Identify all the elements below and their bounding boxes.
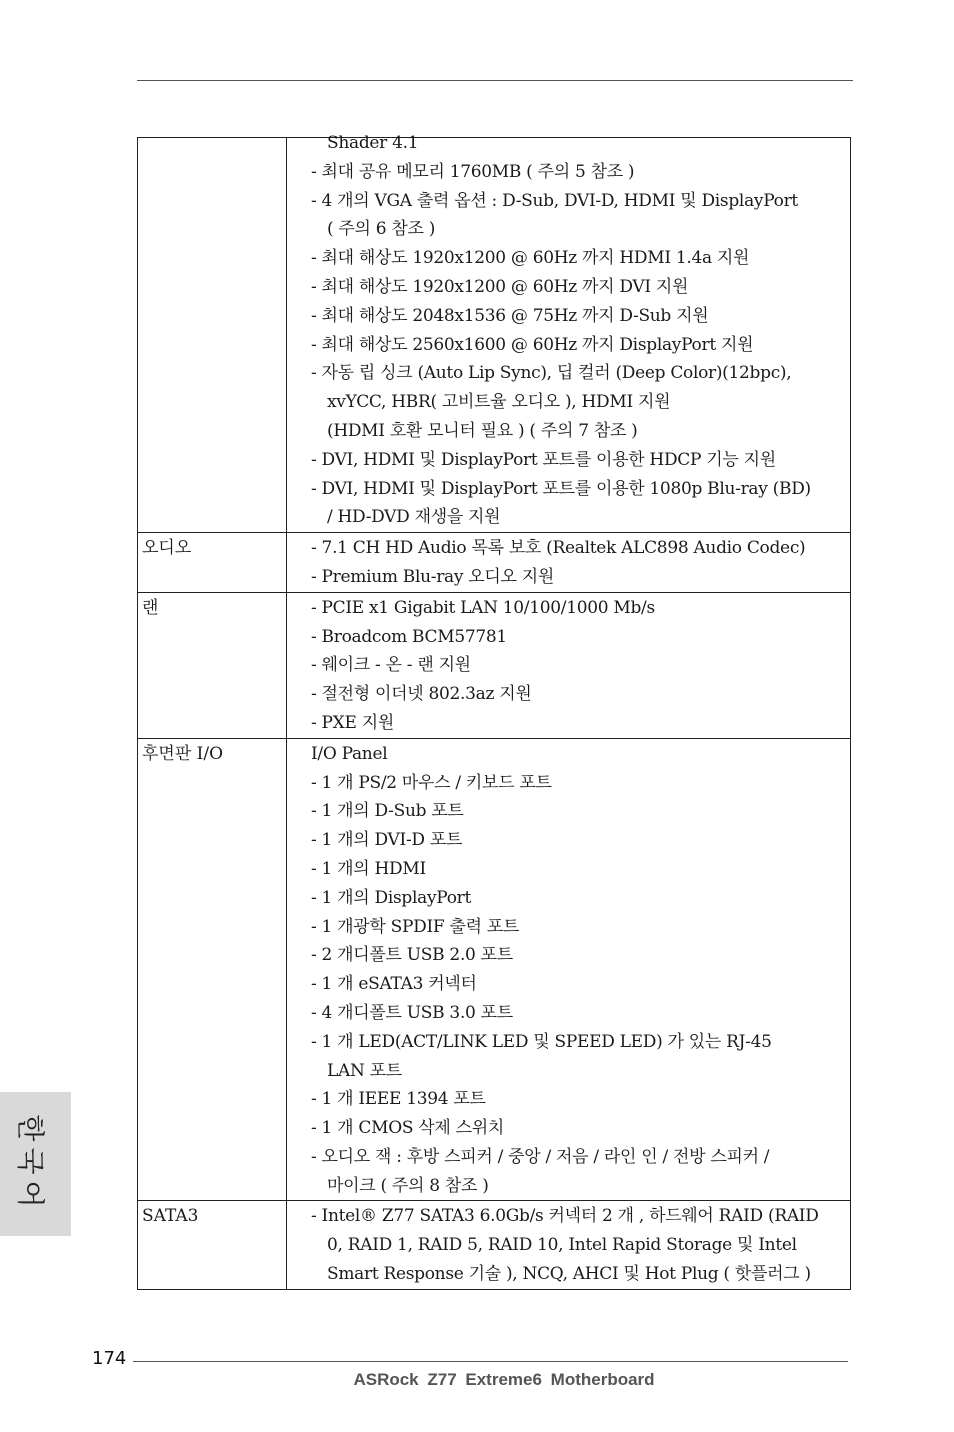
spec-row-label: SATA3 bbox=[138, 1201, 287, 1289]
spec-line: - 1 개의 HDMI bbox=[311, 858, 426, 879]
spec-line: Shader 4.1 bbox=[327, 133, 419, 153]
spec-row-values bbox=[287, 1201, 851, 1289]
spec-line: - DVI, HDMI 및 DisplayPort 포트를 이용한 HDCP 기능 지원 bbox=[311, 449, 776, 470]
spec-table-body bbox=[138, 133, 851, 1290]
spec-line: - PCIE x1 Gigabit LAN 10/100/1000 Mb/s bbox=[311, 597, 655, 618]
spec-line: - 절전형 이더넷 802.3az 지원 bbox=[311, 684, 532, 705]
spec-row bbox=[138, 1201, 851, 1289]
spec-row bbox=[138, 533, 851, 593]
spec-line: - 1 개의 DVI-D 포트 bbox=[311, 830, 463, 851]
bottom-rule bbox=[133, 1361, 848, 1362]
spec-row bbox=[138, 138, 851, 533]
spec-line: - 1 개 PS/2 마우스 / 키보드 포트 bbox=[311, 772, 552, 793]
spec-line: - PXE 지원 bbox=[311, 712, 394, 733]
spec-row-values bbox=[287, 738, 851, 1201]
spec-line: - Broadcom BCM57781 bbox=[311, 626, 507, 647]
spec-line: 마이크 ( 주의 8 참조 ) bbox=[327, 1175, 489, 1196]
spec-line: - 자동 립 싱크 (Auto Lip Sync), 딥 컬러 (Deep Color)(12bpc), bbox=[311, 363, 792, 384]
spec-line: - 오디오 잭 : 후방 스피커 / 중앙 / 저음 / 라인 인 / 전방 스피커 / bbox=[311, 1146, 770, 1167]
spec-line: - 7.1 CH HD Audio 목록 보호 (Realtek ALC898 Audio Codec) bbox=[311, 538, 806, 559]
spec-line: - 최대 공유 메모리 1760MB ( 주의 5 참조 ) bbox=[311, 161, 635, 182]
spec-line: - 1 개 IEEE 1394 포트 bbox=[311, 1089, 486, 1110]
spec-line: ( 주의 6 참조 ) bbox=[327, 219, 436, 240]
spec-line: - 1 개 CMOS 삭제 스위치 bbox=[311, 1118, 505, 1139]
language-tab-label: 한국어 bbox=[14, 1114, 47, 1214]
spec-line: 0, RAID 1, RAID 5, RAID 10, Intel Rapid Storage 및 Intel bbox=[327, 1235, 797, 1256]
spec-line: - 1 개광학 SPDIF 출력 포트 bbox=[311, 916, 520, 937]
spec-line: I/O Panel bbox=[311, 743, 388, 764]
spec-line: - 1 개 eSATA3 커넥터 bbox=[311, 974, 477, 995]
spec-line: - 최대 해상도 2560x1600 @ 60Hz 까지 DisplayPort 지원 bbox=[311, 334, 754, 355]
spec-line: - 1 개 LED(ACT/LINK LED 및 SPEED LED) 가 있는 RJ-45 bbox=[311, 1031, 772, 1052]
spec-row-label: 랜 bbox=[138, 592, 287, 738]
spec-line: - Premium Blu-ray 오디오 지원 bbox=[311, 566, 555, 587]
spec-row-values bbox=[287, 592, 851, 738]
spec-line: - 4 개의 VGA 출력 옵션 : D-Sub, DVI-D, HDMI 및 DisplayPort bbox=[311, 190, 798, 211]
spec-line: Smart Response 기술 ), NCQ, AHCI 및 Hot Plug ( 핫플러그 ) bbox=[327, 1264, 811, 1285]
spec-line: LAN 포트 bbox=[327, 1060, 402, 1081]
spec-line: (HDMI 호환 모니터 필요 ) ( 주의 7 참조 ) bbox=[327, 420, 638, 441]
spec-line: - 1 개의 D-Sub 포트 bbox=[311, 801, 464, 822]
spec-line: - 최대 해상도 2048x1536 @ 75Hz 까지 D-Sub 지원 bbox=[311, 305, 709, 326]
spec-row-label: 후면판 I/O bbox=[138, 738, 287, 1201]
spec-line: - 최대 해상도 1920x1200 @ 60Hz 까지 DVI 지원 bbox=[311, 276, 689, 297]
spec-line: - 1 개의 DisplayPort bbox=[311, 887, 472, 908]
spec-table bbox=[137, 133, 851, 1290]
page-number: 174 bbox=[92, 1348, 127, 1369]
spec-line: / HD-DVD 재생을 지원 bbox=[327, 507, 501, 528]
spec-line: - 2 개디폴트 USB 2.0 포트 bbox=[311, 945, 513, 966]
footer-title: ASRock Z77 Extreme6 Motherboard bbox=[353, 1370, 655, 1389]
language-side-tab bbox=[0, 1092, 71, 1236]
top-rule bbox=[137, 80, 853, 81]
spec-row bbox=[138, 738, 851, 1201]
spec-line: xvYCC, HBR( 고비트율 오디오 ), HDMI 지원 bbox=[327, 392, 671, 413]
spec-row-values bbox=[287, 133, 851, 533]
spec-row-values bbox=[287, 533, 851, 593]
spec-line: - 웨이크 - 온 - 랜 지원 bbox=[311, 655, 471, 676]
spec-row bbox=[138, 592, 851, 738]
spec-line: - 최대 해상도 1920x1200 @ 60Hz 까지 HDMI 1.4a 지원 bbox=[311, 248, 750, 269]
spec-row-label bbox=[138, 138, 287, 533]
spec-line: - DVI, HDMI 및 DisplayPort 포트를 이용한 1080p Blu-ray (BD) bbox=[311, 478, 811, 499]
spec-line: - Intel® Z77 SATA3 6.0Gb/s 커넥터 2 개 , 하드웨어 RAID (RAID bbox=[311, 1206, 819, 1227]
spec-line: - 4 개디폴트 USB 3.0 포트 bbox=[311, 1002, 513, 1023]
spec-row-label: 오디오 bbox=[138, 533, 287, 593]
